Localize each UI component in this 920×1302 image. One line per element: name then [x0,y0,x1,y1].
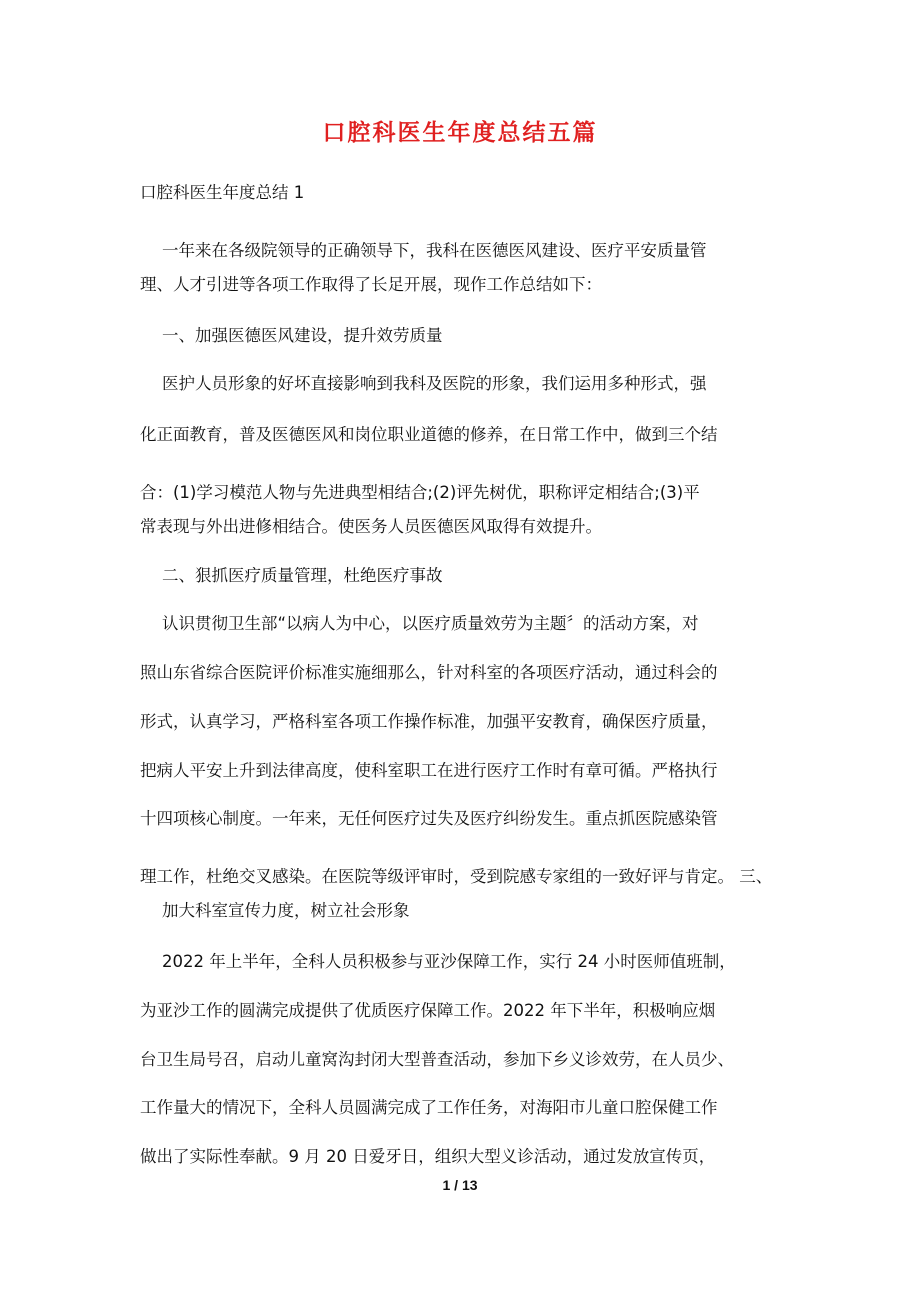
body-line: 十四项核心制度。一年来，无任何医疗过失及医疗纠纷发生。重点抓医院感染管 [140,809,718,828]
body-line: 台卫生局号召，启动儿童窝沟封闭大型普查活动，参加下乡义诊效劳，在人员少、 [140,1050,734,1069]
section-heading: 一、加强医德医风建设，提升效劳质量 [162,326,443,345]
body-line: 常表现与外出进修相结合。使医务人员医德医风取得有效提升。 [140,517,602,536]
body-line: 为亚沙工作的圆满完成提供了优质医疗保障工作。2022 年下半年，积极响应烟 [140,1001,716,1020]
document-title: 口腔科医生年度总结五篇 [322,120,598,146]
body-line: 照山东省综合医院评价标准实施细那么，针对科室的各项医疗活动，通过科会的 [140,663,718,682]
body-line: 一年来在各级院领导的正确领导下，我科在医德医风建设、医疗平安质量管 [162,241,707,260]
body-line: 把病人平安上升到法律高度，使科室职工在进行医疗工作时有章可循。严格执行 [140,761,718,780]
body-line: 做出了实际性奉献。9 月 20 日爱牙日，组织大型义诊活动，通过发放宣传页， [140,1147,716,1166]
body-line: 理工作，杜绝交叉感染。在医院等级评审时，受到院感专家组的一致好评与肯定。 三、 [140,867,773,886]
section-heading: 加大科室宣传力度，树立社会形象 [162,901,410,920]
body-line: 2022 年上半年，全科人员积极参与亚沙保障工作，实行 24 小时医师值班制， [162,952,736,971]
body-line: 工作量大的情况下，全科人员圆满完成了工作任务，对海阳市儿童口腔保健工作 [140,1098,718,1117]
section-subtitle: 口腔科医生年度总结 1 [140,183,305,202]
body-line: 形式，认真学习，严格科室各项工作操作标准，加强平安教育，确保医疗质量， [140,712,718,731]
body-line: 认识贯彻卫生部“以病人为中心，以医疗质量效劳为主题〞的活动方案，对 [162,614,699,633]
page-indicator: 1 / 13 [442,1177,478,1193]
section-heading: 二、狠抓医疗质量管理，杜绝医疗事故 [162,566,443,585]
body-line: 理、人才引进等各项工作取得了长足开展，现作工作总结如下： [140,275,602,294]
body-line: 医护人员形象的好坏直接影响到我科及医院的形象，我们运用多种形式，强 [162,374,707,393]
body-line: 合：(1)学习模范人物与先进典型相结合;(2)评先树优，职称评定相结合;(3)平 [140,483,700,502]
body-line: 化正面教育，普及医德医风和岗位职业道德的修养，在日常工作中，做到三个结 [140,425,718,444]
